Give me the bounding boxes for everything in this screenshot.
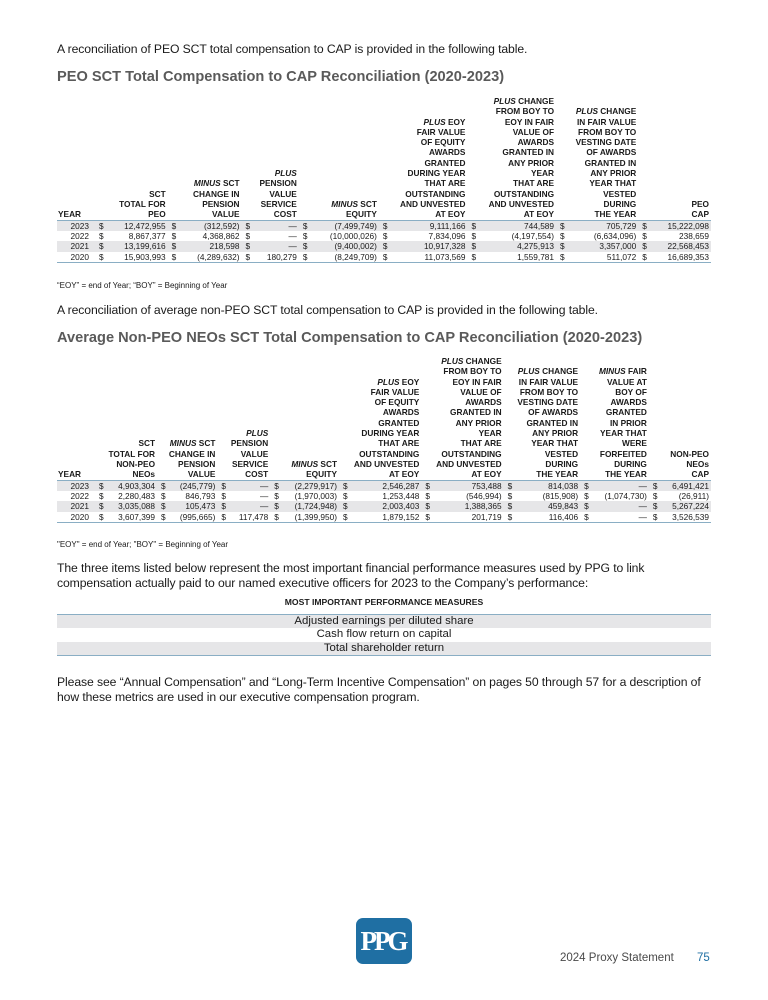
currency-symbol: $ <box>171 230 177 241</box>
cap-cell: 16,689,353 <box>650 252 711 263</box>
page-number: 75 <box>697 952 710 964</box>
currency-symbol: $ <box>584 490 589 501</box>
sct-total-cell: 3,035,088 <box>107 501 157 511</box>
sct-total-cell: 3,607,399 <box>107 512 157 523</box>
minus-pension-cell: 846,793 <box>185 490 216 501</box>
plus-change-vesting-cell: (815,908) <box>542 490 579 501</box>
table-row <box>57 501 711 511</box>
currency-symbol: $ <box>504 480 516 491</box>
table-row <box>57 480 711 491</box>
currency-symbol: $ <box>242 220 254 231</box>
cap-cell: 238,659 <box>679 230 709 241</box>
currency-symbol: $ <box>343 490 348 501</box>
col-plus-service: PLUS PENSION VALUE SERVICE COST <box>217 356 270 480</box>
minus-forfeited-cell: — <box>592 501 649 511</box>
minus-equity-cell: (2,279,917) <box>282 480 339 491</box>
table-row <box>57 231 711 241</box>
minus-pension-cell: (995,665) <box>169 512 217 523</box>
currency-symbol: $ <box>274 490 279 501</box>
sct-total-cell: 12,472,955 <box>107 220 168 231</box>
plus-change-boy-eoy-cell: (4,197,554) <box>511 230 555 241</box>
neo-table-body <box>57 480 711 522</box>
plus-service-cell: 180,279 <box>254 252 299 263</box>
minus-pension-cell: (4,289,632) <box>180 252 242 263</box>
currency-symbol: $ <box>556 252 568 263</box>
sct-total-cell: 8,867,377 <box>128 230 166 241</box>
currency-symbol: $ <box>270 512 282 523</box>
plus-change-boy-eoy-cell: 4,275,913 <box>479 241 556 251</box>
plus-eoy-cell: 1,879,152 <box>351 512 421 523</box>
plus-change-vesting-cell: 705,729 <box>568 220 638 231</box>
currency-symbol: $ <box>580 480 592 491</box>
currency-symbol: $ <box>507 490 513 501</box>
plus-eoy-cell: 2,546,287 <box>351 480 421 491</box>
currency-symbol: $ <box>302 230 308 241</box>
currency-symbol: $ <box>168 252 180 263</box>
currency-symbol: $ <box>642 230 647 241</box>
plus-service-cell: — <box>254 220 299 231</box>
minus-forfeited-cell: — <box>592 480 649 491</box>
currency-symbol: $ <box>379 241 391 251</box>
year-cell: 2020 <box>57 252 95 263</box>
currency-symbol: $ <box>95 480 107 491</box>
plus-change-boy-eoy-cell: 1,559,781 <box>479 252 556 263</box>
neo-reconciliation-table <box>57 356 711 523</box>
plus-eoy-cell: 1,253,448 <box>382 490 420 501</box>
currency-symbol: $ <box>382 230 388 241</box>
currency-symbol: $ <box>270 501 282 511</box>
year-cell: 2022 <box>70 230 89 241</box>
neo-table-title: Average Non-PEO NEOs SCT Total Compensation to CAP Reconciliation (2020-2023) <box>57 330 643 346</box>
plus-change-boy-eoy-cell: 201,719 <box>433 512 503 523</box>
col-sct-total: SCT TOTAL FOR NON-PEO NEOs <box>95 356 157 480</box>
currency-symbol: $ <box>379 220 391 231</box>
col-minus-pension: MINUS SCT CHANGE IN PENSION VALUE <box>168 96 242 220</box>
minus-equity-cell: (7,499,749) <box>311 220 379 231</box>
plus-change-boy-eoy-cell: (546,994) <box>466 490 502 501</box>
col-minus-equity: MINUS SCT EQUITY <box>270 356 339 480</box>
currency-symbol: $ <box>556 220 568 231</box>
currency-symbol: $ <box>299 220 311 231</box>
currency-symbol: $ <box>421 501 433 511</box>
currency-symbol: $ <box>339 512 351 523</box>
currency-symbol: $ <box>556 241 568 251</box>
peo-table-title: PEO SCT Total Compensation to CAP Reconciliation (2020-2023) <box>57 69 505 85</box>
measure-item: Cash flow return on capital <box>316 628 452 641</box>
minus-equity-cell: (1,399,950) <box>282 512 339 523</box>
minus-forfeited-cell: — <box>592 512 649 523</box>
currency-symbol: $ <box>221 490 227 501</box>
col-sct-total: SCT TOTAL FOR PEO <box>95 96 168 220</box>
currency-symbol: $ <box>339 501 351 511</box>
plus-service-cell: — <box>229 501 270 511</box>
currency-symbol: $ <box>242 252 254 263</box>
currency-symbol: $ <box>504 501 516 511</box>
currency-symbol: $ <box>471 230 477 241</box>
table-row <box>57 252 711 263</box>
currency-symbol: $ <box>467 252 479 263</box>
currency-symbol: $ <box>99 230 104 241</box>
currency-symbol: $ <box>339 480 351 491</box>
currency-symbol: $ <box>168 220 180 231</box>
plus-eoy-cell: 10,917,328 <box>391 241 468 251</box>
plus-eoy-cell: 11,073,569 <box>391 252 468 263</box>
table-row <box>57 241 711 251</box>
currency-symbol: $ <box>638 220 650 231</box>
currency-symbol: $ <box>467 241 479 251</box>
plus-change-boy-eoy-cell: 1,388,365 <box>433 501 503 511</box>
minus-pension-cell: (245,779) <box>169 480 217 491</box>
intro-peo-text: A reconciliation of PEO SCT total compensation to CAP is provided in the following table. <box>57 42 528 56</box>
plus-service-cell: — <box>288 230 297 241</box>
currency-symbol: $ <box>95 220 107 231</box>
col-plus-change-boy-eoy: PLUS CHANGE FROM BOY TO EOY IN FAIR VALUE OF AWARDS GRANTED IN ANY PRIOR YEAR THAT ARE OUTSTANDING AND UNVESTED AT EOY <box>421 356 503 480</box>
currency-symbol: $ <box>95 501 107 511</box>
year-cell: 2023 <box>57 220 95 231</box>
currency-symbol: $ <box>95 252 107 263</box>
col-plus-service: PLUS PENSION VALUE SERVICE COST <box>242 96 299 220</box>
col-year: YEAR <box>57 96 95 220</box>
col-plus-eoy: PLUS EOY FAIR VALUE OF EQUITY AWARDS GRANTED DURING YEAR THAT ARE OUTSTANDING AND UNVESTED AT EOY <box>339 356 421 480</box>
currency-symbol: $ <box>467 220 479 231</box>
col-plus-change-vesting: PLUS CHANGE IN FAIR VALUE FROM BOY TO VESTING DATE OF AWARDS GRANTED IN ANY PRIOR YEAR THAT VESTED DURING THE YEAR <box>556 96 638 220</box>
plus-eoy-cell: 9,111,166 <box>391 220 468 231</box>
neo-footnote: "EOY" = end of Year; "BOY" = Beginning of Year <box>57 540 229 549</box>
plus-service-cell: — <box>254 241 299 251</box>
sct-total-cell: 2,280,483 <box>118 490 156 501</box>
currency-symbol: $ <box>580 512 592 523</box>
intro-neo-text: A reconciliation of average non-PEO SCT total compensation to CAP is provided in the following table. <box>57 303 598 317</box>
currency-symbol: $ <box>649 512 661 523</box>
plus-change-boy-eoy-cell: 744,589 <box>479 220 556 231</box>
currency-symbol: $ <box>217 512 229 523</box>
col-plus-change-vesting: PLUS CHANGE IN FAIR VALUE FROM BOY TO VESTING DATE OF AWARDS GRANTED IN ANY PRIOR YEAR THAT VESTED DURING THE YEAR <box>504 356 580 480</box>
peo-table-body <box>57 220 711 262</box>
currency-symbol: $ <box>638 241 650 251</box>
plus-service-cell: — <box>229 480 270 491</box>
plus-change-vesting-cell: 511,072 <box>568 252 638 263</box>
currency-symbol: $ <box>99 490 104 501</box>
minus-equity-cell: (1,970,003) <box>294 490 338 501</box>
measure-item: Total shareholder return <box>57 642 711 655</box>
currency-symbol: $ <box>270 480 282 491</box>
col-plus-eoy: PLUS EOY FAIR VALUE OF EQUITY AWARDS GRANTED DURING YEAR THAT ARE OUTSTANDING AND UNVESTED AT EOY <box>379 96 468 220</box>
measures-intro-text: The three items listed below represent the most important financial performance measures used by PPG to link compensation actually paid to our named executive officers for 2023 to the Company’s performance: <box>57 561 645 590</box>
plus-change-vesting-cell: 3,357,000 <box>568 241 638 251</box>
plus-service-cell: — <box>259 490 269 501</box>
cap-cell: (26,911) <box>678 490 709 501</box>
cap-cell: 22,568,453 <box>650 241 711 251</box>
ppg-logo-text: PPG <box>360 925 406 956</box>
col-year: YEAR <box>57 356 95 480</box>
currency-symbol: $ <box>217 480 229 491</box>
currency-symbol: $ <box>157 501 169 511</box>
currency-symbol: $ <box>560 230 565 241</box>
plus-eoy-cell: 2,003,403 <box>351 501 421 511</box>
col-cap: NON-PEO NEOs CAP <box>649 356 711 480</box>
col-minus-forfeited: MINUS FAIR VALUE AT BOY OF AWARDS GRANTED IN PRIOR YEAR THAT WERE FORFEITED DURING THE YEAR <box>580 356 649 480</box>
year-cell: 2022 <box>70 490 89 501</box>
performance-measures-list <box>57 614 711 656</box>
minus-equity-cell: (1,724,948) <box>282 501 339 511</box>
currency-symbol: $ <box>421 512 433 523</box>
currency-symbol: $ <box>299 241 311 251</box>
currency-symbol: $ <box>217 501 229 511</box>
closing-text: Please see “Annual Compensation” and “Long-Term Incentive Compensation” on pages 50 through 57 for a description of how these metrics are used in our executive compensation program. <box>57 675 701 704</box>
minus-forfeited-cell: (1,074,730) <box>604 490 647 501</box>
col-minus-equity: MINUS SCT EQUITY <box>299 96 379 220</box>
plus-service-cell: 117,478 <box>229 512 270 523</box>
minus-pension-cell: 4,368,862 <box>202 230 240 241</box>
currency-symbol: $ <box>652 490 658 501</box>
currency-symbol: $ <box>299 252 311 263</box>
currency-symbol: $ <box>95 241 107 251</box>
currency-symbol: $ <box>580 501 592 511</box>
currency-symbol: $ <box>157 512 169 523</box>
cap-cell: 3,526,539 <box>661 512 711 523</box>
currency-symbol: $ <box>168 241 180 251</box>
currency-symbol: $ <box>242 241 254 251</box>
sct-total-cell: 13,199,616 <box>107 241 168 251</box>
table-row <box>57 512 711 523</box>
minus-equity-cell: (8,249,709) <box>311 252 379 263</box>
peo-footnote: “EOY” = end of Year; “BOY” = Beginning of Year <box>57 281 228 290</box>
year-cell: 2020 <box>57 512 95 523</box>
minus-equity-cell: (10,000,026) <box>329 230 377 241</box>
minus-equity-cell: (9,400,002) <box>311 241 379 251</box>
peo-reconciliation-table <box>57 96 711 263</box>
plus-eoy-cell: 7,834,096 <box>428 230 466 241</box>
ppg-logo <box>356 918 412 964</box>
cap-cell: 6,491,421 <box>661 480 711 491</box>
cap-cell: 15,222,098 <box>650 220 711 231</box>
currency-symbol: $ <box>638 252 650 263</box>
col-cap: PEO CAP <box>638 96 711 220</box>
plus-change-boy-eoy-cell: 753,488 <box>433 480 503 491</box>
year-cell: 2021 <box>57 501 95 511</box>
year-cell: 2021 <box>57 241 95 251</box>
sct-total-cell: 15,903,993 <box>107 252 168 263</box>
col-plus-change-boy-eoy: PLUS CHANGE FROM BOY TO EOY IN FAIR VALUE OF AWARDS GRANTED IN ANY PRIOR YEAR THAT ARE OUTSTANDING AND UNVESTED AT EOY <box>467 96 556 220</box>
measure-item: Adjusted earnings per diluted share <box>57 615 711 628</box>
currency-symbol: $ <box>421 480 433 491</box>
currency-symbol: $ <box>161 490 166 501</box>
currency-symbol: $ <box>425 490 430 501</box>
plus-change-vesting-cell: (6,634,096) <box>593 230 637 241</box>
currency-symbol: $ <box>504 512 516 523</box>
currency-symbol: $ <box>379 252 391 263</box>
table-row <box>57 491 711 501</box>
table-row <box>57 220 711 231</box>
minus-pension-cell: (312,592) <box>180 220 242 231</box>
currency-symbol: $ <box>649 501 661 511</box>
measures-title: MOST IMPORTANT PERFORMANCE MEASURES <box>284 597 484 607</box>
plus-change-vesting-cell: 459,843 <box>516 501 580 511</box>
minus-pension-cell: 218,598 <box>180 241 242 251</box>
footer-document-title: 2024 Proxy Statement <box>560 952 674 964</box>
currency-symbol: $ <box>157 480 169 491</box>
plus-change-vesting-cell: 814,038 <box>516 480 580 491</box>
currency-symbol: $ <box>95 512 107 523</box>
currency-symbol: $ <box>649 480 661 491</box>
cap-cell: 5,267,224 <box>661 501 711 511</box>
plus-change-vesting-cell: 116,406 <box>516 512 580 523</box>
year-cell: 2023 <box>57 480 95 491</box>
minus-pension-cell: 105,473 <box>169 501 217 511</box>
sct-total-cell: 4,903,304 <box>107 480 157 491</box>
currency-symbol: $ <box>245 230 251 241</box>
col-minus-pension: MINUS SCT CHANGE IN PENSION VALUE <box>157 356 217 480</box>
